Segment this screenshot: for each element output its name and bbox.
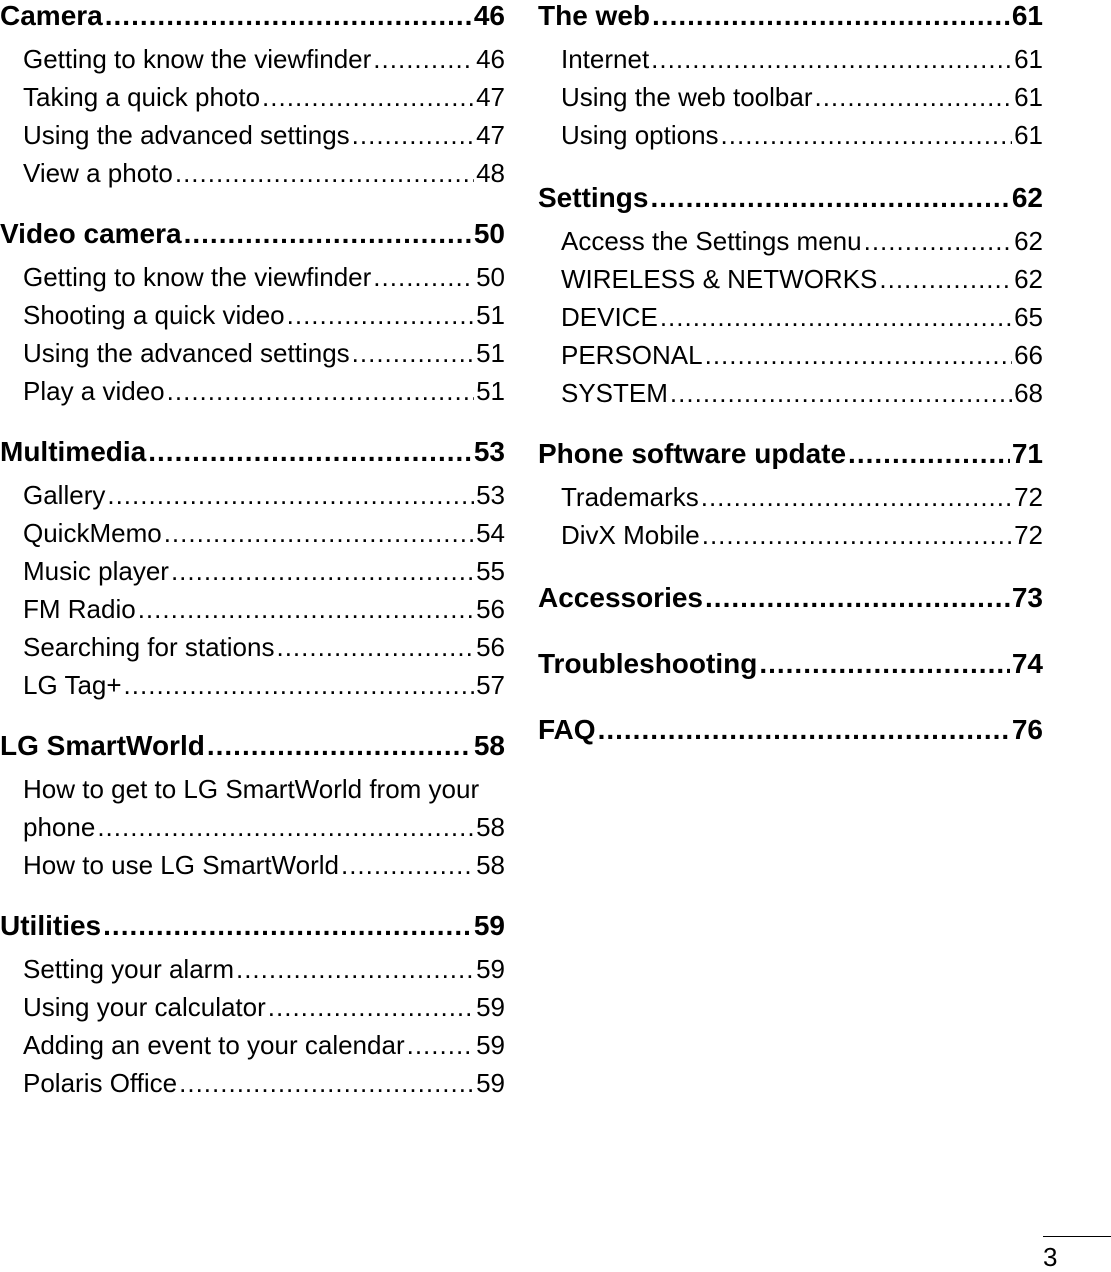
toc-entry-multiline[interactable] — [0, 770, 505, 846]
dot-leader — [179, 1064, 474, 1102]
toc-entry[interactable] — [0, 846, 505, 884]
dot-leader — [124, 666, 475, 704]
toc-heading-label: Video camera — [0, 218, 182, 249]
toc-page-number: 73 — [1011, 582, 1043, 613]
toc-page-number: 61 — [1014, 44, 1043, 74]
toc-entry-label: DEVICE — [561, 302, 658, 332]
toc-page-number: 47 — [476, 82, 505, 112]
toc-entry[interactable] — [0, 40, 505, 78]
toc-entry-label: LG Tag+ — [23, 670, 122, 700]
toc-entry-label: How to use LG SmartWorld — [23, 850, 339, 880]
toc-page-number: 59 — [476, 1068, 505, 1098]
toc-entry[interactable] — [0, 666, 505, 704]
dot-leader — [650, 182, 1009, 214]
toc-page-number: 58 — [476, 812, 505, 842]
toc-entry-label: WIRELESS & NETWORKS — [561, 264, 878, 294]
dot-leader — [148, 436, 472, 468]
toc-entry[interactable] — [538, 260, 1043, 298]
toc-section-video-camera — [0, 218, 505, 410]
dot-leader — [276, 628, 474, 666]
toc-page-number: 68 — [1014, 378, 1043, 408]
toc-page-number: 59 — [473, 910, 505, 941]
toc-entry[interactable] — [538, 298, 1043, 336]
toc-entry-label: Using options — [561, 120, 719, 150]
toc-entry-label: Taking a quick photo — [23, 82, 261, 112]
toc-section-phone-software-update — [538, 438, 1043, 554]
dot-leader — [268, 988, 474, 1026]
dot-leader — [171, 552, 474, 590]
toc-page-number: 47 — [476, 120, 505, 150]
toc-page-number: 56 — [476, 632, 505, 662]
dot-leader — [103, 910, 472, 942]
dot-leader — [287, 296, 474, 334]
toc-heading-lg-smartworld[interactable] — [0, 730, 505, 762]
toc-heading-phone-software-update[interactable] — [538, 438, 1043, 470]
toc-page-number: 65 — [1014, 302, 1043, 332]
toc-entry[interactable] — [538, 374, 1043, 412]
toc-entry-label: Trademarks — [561, 482, 699, 512]
toc-right-column — [538, 0, 1043, 746]
toc-page-number: 51 — [476, 300, 505, 330]
dot-leader — [107, 476, 474, 514]
toc-heading-label: Troubleshooting — [538, 648, 758, 679]
toc-page-number: 76 — [1011, 714, 1043, 745]
toc-page-number: 55 — [476, 556, 505, 586]
toc-entry[interactable] — [538, 116, 1043, 154]
toc-page-number: 66 — [1014, 340, 1043, 370]
toc-entry[interactable] — [538, 336, 1043, 374]
toc-entry-label: QuickMemo — [23, 518, 162, 548]
dot-leader — [184, 218, 472, 250]
toc-entry-label: Searching for stations — [23, 632, 275, 662]
dot-leader — [341, 846, 474, 884]
toc-entry-label: Adding an event to your calendar — [23, 1030, 405, 1060]
toc-heading-utilities[interactable] — [0, 910, 505, 942]
page-number: 3 — [1043, 1242, 1058, 1272]
toc-entry[interactable] — [0, 258, 505, 296]
toc-section-camera — [0, 0, 505, 192]
toc-page-number: 62 — [1014, 264, 1043, 294]
toc-heading-video-camera[interactable] — [0, 218, 505, 250]
toc-entry[interactable] — [538, 222, 1043, 260]
dot-leader — [352, 116, 474, 154]
toc-entry[interactable] — [538, 78, 1043, 116]
toc-entry-label: Using the web toolbar — [561, 82, 813, 112]
dot-leader — [652, 0, 1010, 32]
toc-page-number: 50 — [476, 262, 505, 292]
dot-leader — [598, 714, 1010, 746]
dot-leader — [373, 40, 474, 78]
toc-page-number: 46 — [473, 0, 505, 31]
toc-page-number: 53 — [473, 436, 505, 467]
toc-entry-label: FM Radio — [23, 594, 136, 624]
toc-entry-label: Setting your alarm — [23, 954, 234, 984]
dot-leader — [702, 516, 1012, 554]
toc-entry-line2 — [23, 808, 505, 846]
toc-entry-label: SYSTEM — [561, 378, 668, 408]
toc-page-number: 48 — [476, 158, 505, 188]
toc-entry[interactable] — [0, 154, 505, 192]
dot-leader — [879, 260, 1012, 298]
toc-entry-label: phone — [23, 812, 96, 842]
toc-entry[interactable] — [0, 78, 505, 116]
toc-page-number: 72 — [1014, 482, 1043, 512]
toc-entry-label: Using the advanced settings — [23, 338, 350, 368]
toc-section-accessories — [538, 582, 1043, 614]
toc-entry[interactable] — [0, 116, 505, 154]
toc-entry-label-line1: How to get to LG SmartWorld from your — [23, 774, 480, 804]
toc-page-number: 59 — [476, 954, 505, 984]
toc-heading-the-web[interactable] — [538, 0, 1043, 32]
dot-leader — [262, 78, 474, 116]
toc-entry[interactable] — [0, 628, 505, 666]
toc-entry-label: Polaris Office — [23, 1068, 178, 1098]
toc-page-number: 71 — [1011, 438, 1043, 469]
toc-section-the-web — [538, 0, 1043, 154]
dot-leader — [352, 334, 474, 372]
dot-leader — [660, 298, 1012, 336]
toc-entry[interactable] — [538, 478, 1043, 516]
toc-page-number: 50 — [473, 218, 505, 249]
toc-page-number: 72 — [1014, 520, 1043, 550]
toc-section-settings — [538, 182, 1043, 412]
toc-page-number: 59 — [476, 1030, 505, 1060]
dot-leader — [138, 590, 474, 628]
toc-heading-troubleshooting[interactable] — [538, 648, 1043, 680]
toc-section-utilities — [0, 910, 505, 1102]
toc-heading-label: LG SmartWorld — [0, 730, 205, 761]
toc-page-number: 56 — [476, 594, 505, 624]
toc-entry[interactable] — [0, 514, 505, 552]
toc-page-number: 61 — [1014, 120, 1043, 150]
dot-leader — [407, 1026, 474, 1064]
toc-page-number: 61 — [1011, 0, 1043, 31]
dot-leader — [814, 78, 1012, 116]
toc-heading-label: Multimedia — [0, 436, 147, 467]
toc-page-number: 57 — [476, 670, 505, 700]
toc-entry-label: Internet — [561, 44, 650, 74]
toc-page-number: 46 — [476, 44, 505, 74]
toc-entry[interactable] — [0, 372, 505, 410]
toc-entry-label: Using the advanced settings — [23, 120, 350, 150]
toc-heading-settings[interactable] — [538, 182, 1043, 214]
toc-entry[interactable] — [0, 590, 505, 628]
toc-heading-label: Camera — [0, 0, 103, 31]
dot-leader — [175, 154, 474, 192]
toc-entry[interactable] — [0, 334, 505, 372]
dot-leader — [97, 808, 474, 846]
dot-leader — [651, 40, 1012, 78]
dot-leader — [236, 950, 474, 988]
toc-heading-multimedia[interactable] — [0, 436, 505, 468]
toc-entry[interactable] — [538, 516, 1043, 554]
toc-section-faq — [538, 714, 1043, 746]
toc-entry[interactable] — [0, 1064, 505, 1102]
dot-leader — [701, 478, 1012, 516]
toc-entry-label: Getting to know the viewfinder — [23, 44, 372, 74]
dot-leader — [848, 438, 1010, 470]
toc-heading-label: Accessories — [538, 582, 704, 613]
toc-page-number: 51 — [476, 376, 505, 406]
toc-entry-label: Music player — [23, 556, 169, 586]
toc-entry-label: View a photo — [23, 158, 173, 188]
dot-leader — [705, 582, 1010, 614]
toc-entry[interactable] — [0, 950, 505, 988]
toc-page-number: 62 — [1011, 182, 1043, 213]
toc-left-column — [0, 0, 505, 1102]
toc-page-number: 62 — [1014, 226, 1043, 256]
toc-page-number: 58 — [476, 850, 505, 880]
toc-heading-accessories[interactable] — [538, 582, 1043, 614]
toc-heading-label: Phone software update — [538, 438, 847, 469]
toc-page-number: 53 — [476, 480, 505, 510]
dot-leader — [105, 0, 472, 32]
toc-entry-label: Play a video — [23, 376, 165, 406]
dot-leader — [670, 374, 1012, 412]
dot-leader — [864, 222, 1012, 260]
toc-heading-label: Settings — [538, 182, 649, 213]
dot-leader — [207, 730, 472, 762]
toc-entry-label: Getting to know the viewfinder — [23, 262, 372, 292]
toc-page-number: 51 — [476, 338, 505, 368]
dot-leader — [167, 372, 474, 410]
toc-heading-camera[interactable] — [0, 0, 505, 32]
toc-page-number: 54 — [476, 518, 505, 548]
toc-page-number: 74 — [1011, 648, 1043, 679]
toc-page-number: 61 — [1014, 82, 1043, 112]
toc-heading-label: The web — [538, 0, 651, 31]
toc-entry[interactable] — [538, 40, 1043, 78]
toc-page-number: 59 — [476, 992, 505, 1022]
toc-entry-label: Using your calculator — [23, 992, 266, 1022]
toc-entry[interactable] — [0, 552, 505, 590]
footer-rule — [1043, 1236, 1111, 1237]
toc-section-multimedia — [0, 436, 505, 704]
toc-entry-label: PERSONAL — [561, 340, 703, 370]
dot-leader — [759, 648, 1010, 680]
toc-entry[interactable] — [0, 988, 505, 1026]
toc-page-number: 58 — [473, 730, 505, 761]
toc-section-troubleshooting — [538, 648, 1043, 680]
toc-heading-label: Utilities — [0, 910, 102, 941]
dot-leader — [721, 116, 1013, 154]
dot-leader — [373, 258, 474, 296]
toc-entry-label: Shooting a quick video — [23, 300, 285, 330]
toc-entry-label: Gallery — [23, 480, 106, 510]
toc-entry[interactable] — [0, 1026, 505, 1064]
toc-heading-faq[interactable] — [538, 714, 1043, 746]
toc-entry[interactable] — [0, 476, 505, 514]
toc-entry-label: Access the Settings menu — [561, 226, 862, 256]
toc-section-lg-smartworld — [0, 730, 505, 884]
toc-heading-label: FAQ — [538, 714, 596, 745]
dot-leader — [164, 514, 474, 552]
toc-entry-label: DivX Mobile — [561, 520, 700, 550]
dot-leader — [705, 336, 1012, 374]
toc-entry[interactable] — [0, 296, 505, 334]
